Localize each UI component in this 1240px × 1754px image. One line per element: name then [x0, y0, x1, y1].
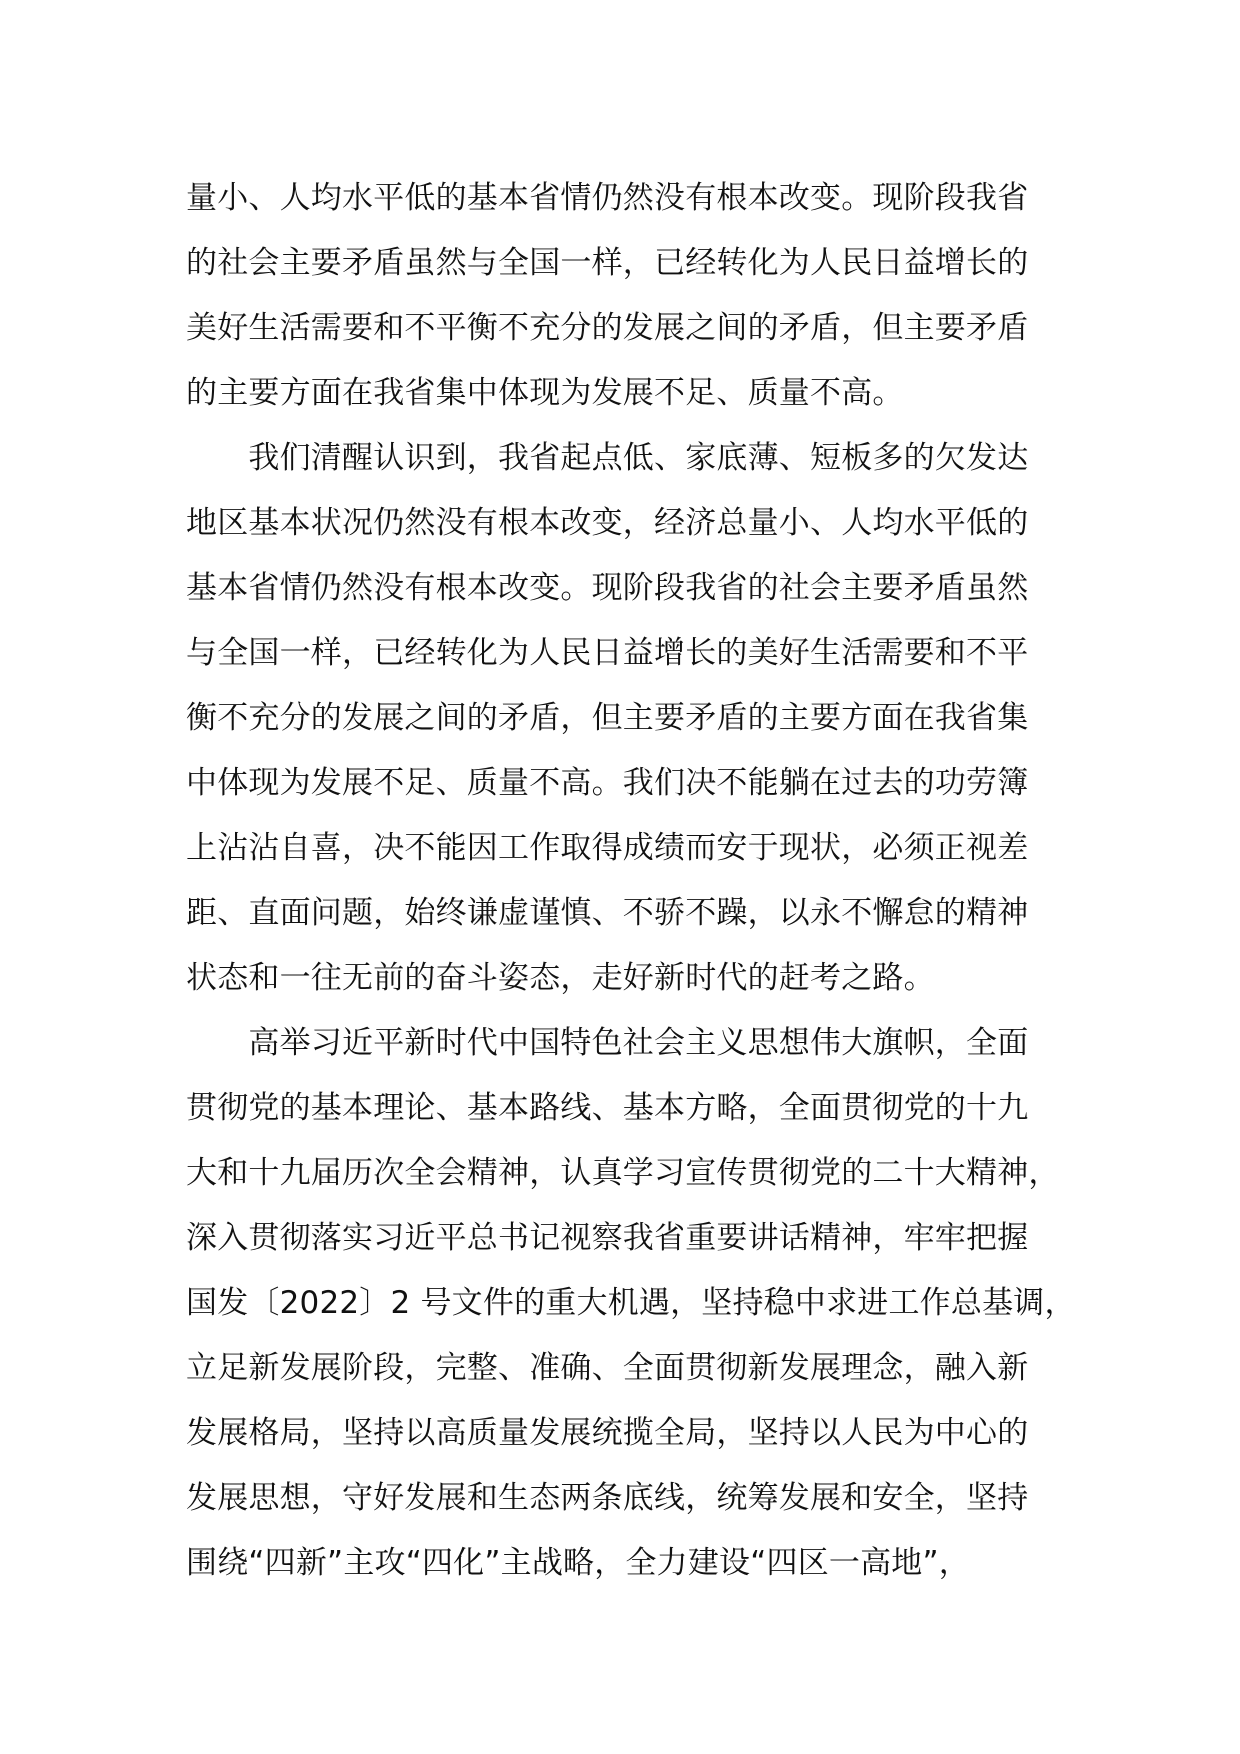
text-line: 距、直面问题，始终谦虚谨慎、不骄不躁，以永不懈怠的精神: [186, 895, 1029, 931]
text-line: 基本省情仍然没有根本改变。现阶段我省的社会主要矛盾虽然: [186, 570, 1029, 606]
text-line: 美好生活需要和不平衡不充分的发展之间的矛盾，但主要矛盾: [186, 310, 1029, 346]
text-line: 我们清醒认识到，我省起点低、家底薄、短板多的欠发达: [186, 440, 1029, 476]
text-line: 量小、人均水平低的基本省情仍然没有根本改变。现阶段我省: [186, 180, 1029, 216]
text-line: 上沾沾自喜，决不能因工作取得成绩而安于现状，必须正视差: [186, 830, 1029, 866]
text-line: 发展思想，守好发展和生态两条底线，统筹发展和安全，坚持: [186, 1480, 1029, 1516]
text-line: 中体现为发展不足、质量不高。我们决不能躺在过去的功劳簿: [186, 765, 1029, 801]
text-line: 大和十九届历次全会精神，认真学习宣传贯彻党的二十大精神，: [186, 1155, 1060, 1191]
text-line: 的社会主要矛盾虽然与全国一样，已经转化为人民日益增长的: [186, 245, 1029, 281]
body-text: [186, 166, 1086, 1596]
text-line: 的主要方面在我省集中体现为发展不足、质量不高。: [186, 375, 904, 411]
text-line: 高举习近平新时代中国特色社会主义思想伟大旗帜，全面: [186, 1025, 1029, 1061]
text-line: 衡不充分的发展之间的矛盾，但主要矛盾的主要方面在我省集: [186, 700, 1029, 736]
text-line: 深入贯彻落实习近平总书记视察我省重要讲话精神，牢牢把握: [186, 1220, 1029, 1256]
text-line: 贯彻党的基本理论、基本路线、基本方略，全面贯彻党的十九: [186, 1090, 1029, 1126]
text-line: 地区基本状况仍然没有根本改变，经济总量小、人均水平低的: [186, 505, 1029, 541]
text-line: 立足新发展阶段，完整、准确、全面贯彻新发展理念，融入新: [186, 1350, 1029, 1386]
text-line: 与全国一样，已经转化为人民日益增长的美好生活需要和不平: [186, 635, 1029, 671]
text-line: 发展格局，坚持以高质量发展统揽全局，坚持以人民为中心的: [186, 1415, 1029, 1451]
text-line: 围绕“四新”主攻“四化”主战略，全力建设“四区一高地”，: [186, 1545, 970, 1581]
text-line: 国发〔2022〕2 号文件的重大机遇，坚持稳中求进工作总基调，: [186, 1285, 1076, 1321]
text-line: 状态和一往无前的奋斗姿态，走好新时代的赶考之路。: [186, 960, 935, 996]
